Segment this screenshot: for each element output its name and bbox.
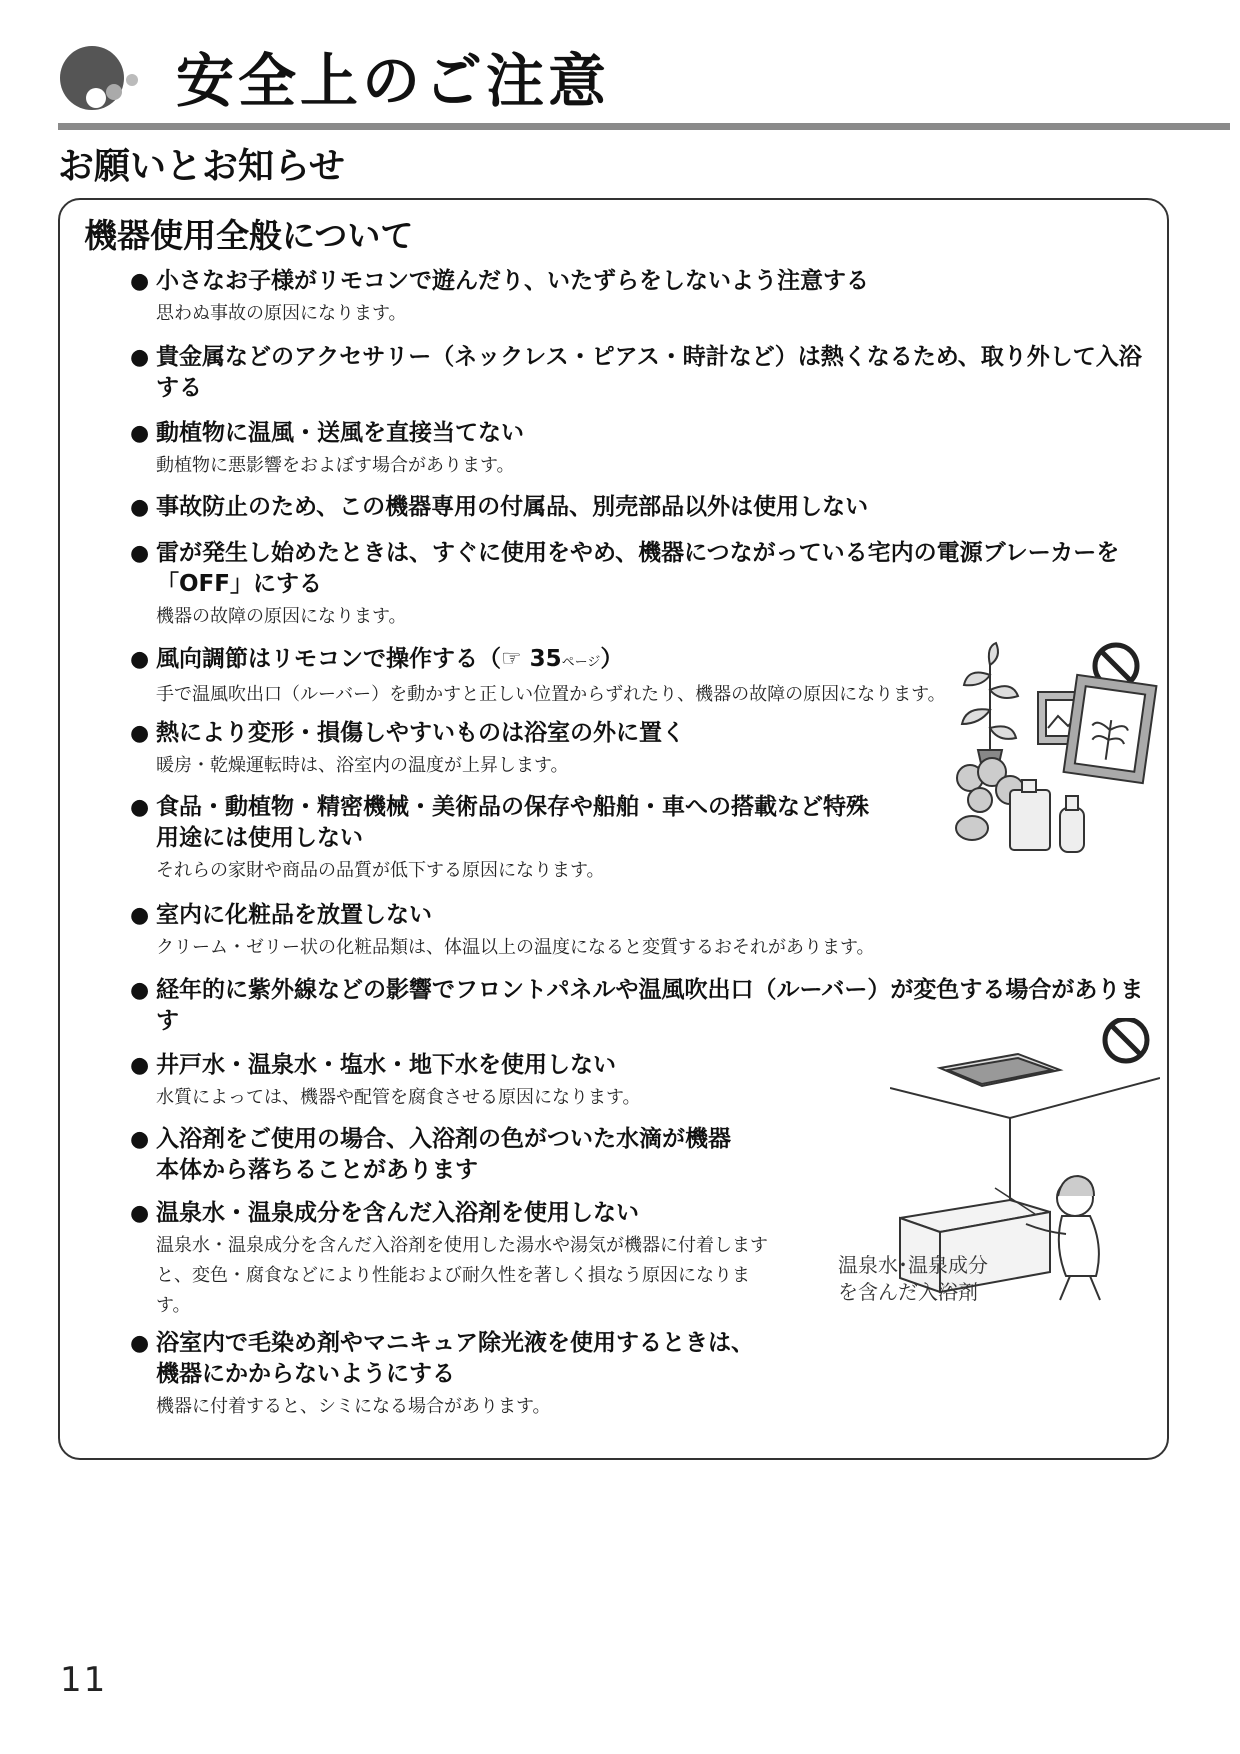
item-description: 機器に付着すると、シミになる場合があります。 bbox=[156, 1396, 551, 1417]
item-description: 温泉水・温泉成分を含んだ入浴剤を使用した湯水や湯気が機器に付着しますと、変色・腐食などにより性能および耐久性を著しく損なう原因になります。 bbox=[156, 1235, 768, 1316]
heat-sensitive-items-illustration bbox=[950, 640, 1160, 860]
item-heading: 浴室内で毛染め剤やマニキュア除光液を使用するときは、機器にかからないようにする bbox=[156, 1330, 754, 1387]
item-heading: 風向調節はリモコンで操作する（ bbox=[156, 646, 501, 672]
page-reference[interactable] bbox=[501, 646, 600, 672]
bullet-icon: ● bbox=[130, 1201, 150, 1226]
list-item bbox=[130, 538, 1150, 632]
illustration-label: 温泉水･温泉成分を含んだ入浴剤 bbox=[838, 1253, 988, 1304]
potted-plant-icon bbox=[962, 643, 1018, 768]
list-item bbox=[130, 1328, 770, 1422]
item-description: 手で温風吹出口（ルーバー）を動かすと正しい位置からずれたり、機器の故障の原因になります。 bbox=[156, 684, 946, 705]
list-item bbox=[130, 1198, 770, 1321]
bullet-icon: ● bbox=[130, 541, 150, 566]
reference-page-unit: ページ bbox=[561, 655, 601, 670]
page-number: 11 bbox=[60, 1660, 108, 1700]
item-heading-end: ） bbox=[600, 646, 624, 672]
bullet-icon: ● bbox=[130, 647, 150, 672]
bullet-icon: ● bbox=[130, 1127, 150, 1152]
list-item bbox=[130, 900, 1150, 963]
bullet-icon: ● bbox=[130, 903, 150, 928]
list-item bbox=[130, 792, 870, 886]
item-description: クリーム・ゼリー状の化粧品類は、体温以上の温度になると変質するおそれがあります。 bbox=[156, 937, 875, 958]
bullet-icon: ● bbox=[130, 421, 150, 446]
item-heading: 雷が発生し始めたときは、すぐに使用をやめ、機器につながっている宅内の電源ブレーカーを「OFF」にする bbox=[156, 540, 1120, 597]
pointing-hand-icon: ☞ bbox=[501, 646, 522, 672]
item-description: 動植物に悪影響をおよぼす場合があります。 bbox=[156, 455, 515, 476]
item-description: 暖房・乾燥運転時は、浴室内の温度が上昇します。 bbox=[156, 755, 569, 776]
page-title: 安全上のご注意 bbox=[176, 47, 611, 115]
item-description: 水質によっては、機器や配管を腐食させる原因になります。 bbox=[156, 1087, 641, 1108]
item-heading: 熱により変形・損傷しやすいものは浴室の外に置く bbox=[156, 720, 685, 746]
item-heading: 室内に化粧品を放置しない bbox=[156, 902, 432, 928]
framed-picture-icon bbox=[1038, 675, 1156, 783]
notice-box bbox=[58, 198, 1169, 1460]
bullet-icon: ● bbox=[130, 721, 150, 746]
section-title: お願いとお知らせ bbox=[58, 146, 345, 187]
bullet-icon: ● bbox=[130, 1331, 150, 1356]
bullet-icon: ● bbox=[130, 495, 150, 520]
item-description: 思わぬ事故の原因になります。 bbox=[156, 303, 407, 324]
box-title: 機器使用全般について bbox=[84, 216, 414, 255]
list-item bbox=[130, 492, 1150, 523]
bullet-icon: ● bbox=[130, 269, 150, 294]
cosmetic-bottles-icon bbox=[1010, 780, 1084, 852]
prohibition-icon bbox=[1105, 1019, 1147, 1061]
list-item bbox=[130, 1124, 750, 1186]
list-item bbox=[130, 418, 1150, 481]
item-description: それらの家財や商品の品質が低下する原因になります。 bbox=[156, 860, 605, 881]
item-heading: 食品・動植物・精密機械・美術品の保存や船舶・車への搭載など特殊用途には使用しない bbox=[156, 794, 869, 851]
header-rule bbox=[58, 123, 1230, 130]
item-description: 機器の故障の原因になります。 bbox=[156, 606, 407, 627]
header-dots-icon bbox=[58, 40, 148, 120]
bullet-icon: ● bbox=[130, 978, 150, 1003]
list-item bbox=[130, 342, 1150, 404]
bullet-icon: ● bbox=[130, 1053, 150, 1078]
list-item bbox=[130, 718, 870, 781]
item-heading: 井戸水・温泉水・塩水・地下水を使用しない bbox=[156, 1052, 616, 1078]
item-heading: 経年的に紫外線などの影響でフロントパネルや温風吹出口（ルーバー）が変色する場合があります bbox=[156, 977, 1144, 1034]
item-heading: 動植物に温風・送風を直接当てない bbox=[156, 420, 524, 446]
bullet-icon: ● bbox=[130, 795, 150, 820]
reference-page-number: 35 bbox=[529, 646, 562, 672]
item-heading: 事故防止のため、この機器専用の付属品、別売部品以外は使用しない bbox=[156, 494, 869, 520]
item-heading: 貴金属などのアクセサリー（ネックレス・ピアス・時計など）は熱くなるため、取り外して入浴する bbox=[156, 344, 1142, 401]
item-heading: 入浴剤をご使用の場合、入浴剤の色がついた水滴が機器本体から落ちることがあります bbox=[156, 1126, 731, 1183]
item-heading: 小さなお子様がリモコンで遊んだり、いたずらをしないよう注意する bbox=[156, 268, 869, 294]
list-item bbox=[130, 266, 1150, 329]
ceiling-ventilator-icon bbox=[940, 1054, 1060, 1086]
bullet-icon: ● bbox=[130, 345, 150, 370]
item-heading: 温泉水・温泉成分を含んだ入浴剤を使用しない bbox=[156, 1200, 639, 1226]
